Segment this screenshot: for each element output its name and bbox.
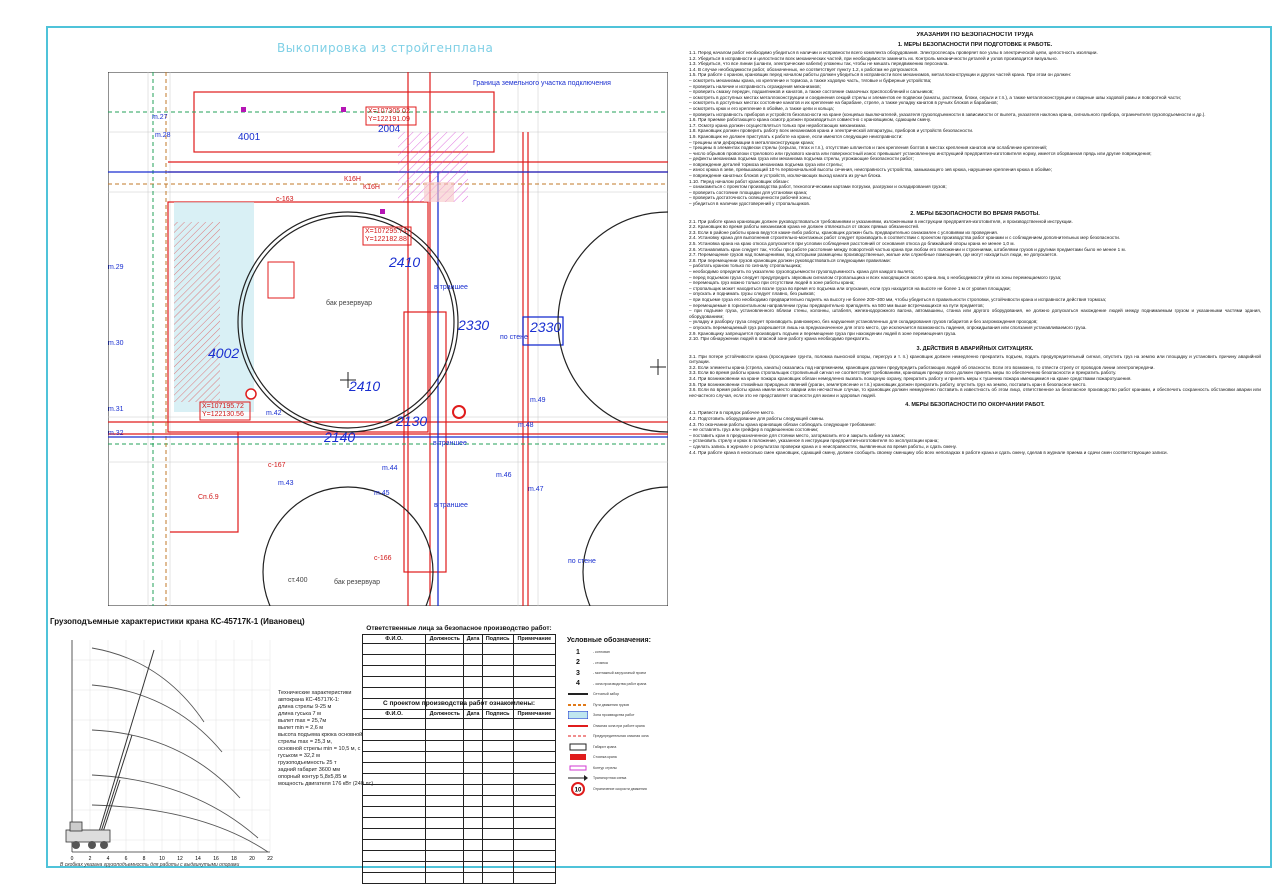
instruction-paragraph: 2.10. При обнаружении людей в опасной зоне работу крана необходимо прекратить. (689, 336, 871, 342)
legend-symbol: 4 (576, 680, 580, 688)
instruction-paragraph: 4.2. Подготовить оборудование для работы следующей смены. (689, 416, 825, 422)
col-header: Должность (426, 710, 464, 719)
col-header: Дата (464, 710, 482, 719)
table-row[interactable] (363, 677, 556, 688)
marker-label: m.47 (528, 486, 544, 493)
marker-label: m.43 (278, 480, 294, 487)
instruction-paragraph: 3.4. При возникновении на кране пожара крановщик обязан немедленно вызвать пожарную охрану, прекратить работу и принять меры к тушению пожара имеющимися на кране средствами пожаротушения. (689, 376, 1132, 382)
cargo-path-swatch-icon (567, 701, 589, 709)
instruction-paragraph: – осмотреть в доступных местах состояние канатов и их крепление на барабане, стреле, а также укладку канатов в ручьях блоков и барабанов; (689, 100, 998, 106)
x-tick-label: 12 (177, 856, 183, 862)
legend-text: Предупредительная опасная зона (593, 734, 649, 739)
marker-label: m.28 (155, 132, 171, 139)
note-label: в траншее (434, 502, 468, 509)
instruction-paragraph: – укладку и разборку груза следует производить равномерно, без нарушения установленных для складирования грузов габаритов и без загромождения проходов; (689, 319, 1038, 325)
x-tick-label: 4 (106, 856, 110, 862)
legend-item (567, 731, 677, 742)
instruction-paragraph: 4.4. При работе крана в несколько смен крановщик, сдающий смену, должен сообщить своему сменщику обо всех неполадках в работе крана и сдать смену, сделав в журнале приема и сдачи смен соответствующие записи. (689, 449, 1168, 455)
table-row[interactable] (363, 752, 556, 763)
instruction-paragraph: 4.1. Привести в порядок рабочее место. (689, 410, 775, 416)
crane-footnote: В скобках указана грузоподъемность для работы с выдвинутыми опорами (60, 862, 240, 868)
site-plan[interactable] (108, 72, 668, 606)
table-row[interactable] (363, 741, 556, 752)
instruction-paragraph: – стропальщик может находиться возле груза во время его подъема или опускания, если груз находится на высоте не более 1 м от уровня площадки; (689, 285, 1011, 291)
instruction-paragraph: 1.2. Убедиться в исправности и целостности всех механических частей, при необходимости заменить их. Контроль механичности деталей и узлов производится визуально. (689, 55, 1058, 61)
room-label: 2410 (389, 254, 421, 270)
x-tick-label: 14 (195, 856, 201, 862)
marker-label: m.30 (108, 340, 124, 347)
marker-label: m.27 (152, 114, 168, 121)
acknowledgement-block (362, 700, 556, 884)
x-tick-label: 20 (249, 856, 255, 862)
instruction-paragraph: – проверить исправность приборов и устройств безопасности на кране (концевых выключателей, указателя грузоподъемности в зависимости от вылета, указателя наклона крана, сигнального прибора, ограничителя грузоподъемности и др.). (689, 111, 1206, 117)
instruction-paragraph: 1.3. Убедиться, что все линии (шланги, электрические кабели) уложены так, чтобы не мешать передвижению персонала. (689, 61, 949, 67)
instruction-sections (689, 42, 1261, 455)
building-label: 4001 (238, 132, 261, 143)
crane-spec-line: мощность двигателя 176 кВт (240 лс) (278, 781, 374, 787)
note-label: по стене (500, 334, 528, 341)
acknowledgement-title: С проектом производства работ ознакомлены: (382, 700, 536, 707)
instruction-paragraph: 2.6. Устанавливать кран следует так, чтобы при работе расстояние между поворотной частью крана при любом его положении и строениями, штабелями грузов и другими предметами было не менее 1 м. (689, 246, 1126, 252)
legend-text: - стоянка (593, 660, 608, 665)
col-header: Ф.И.О. (363, 635, 426, 644)
instruction-paragraph: – ознакомиться с проектом производства работ, технологическими картами погрузки, разгрузки и складирования грузов; (689, 184, 947, 190)
instruction-paragraph: 2.3. Если в районе работы крана ведутся какие-либо работы, крановщик должен быть предварительно ознакомлен с условиями их проведения. (689, 229, 999, 235)
instruction-paragraph: 3.6. Если во время работы крана имели место аварии или несчастные случаи, то крановщик должен немедленно поставить в известность об этом лицо, ответственное за безопасное производство работ кранами, и обеспечить сохранность обстановки аварии или несчастного случая, если это не представляет опасности для жизни и здоровья людей. (689, 387, 1261, 398)
responsible-persons-title: Ответственные лица за безопасное производство работ: (366, 625, 552, 632)
instruction-paragraph: – осмотреть механизмы крана, их крепление и тормоза, а также ходовую часть, тяговые и буферные устройства; (689, 77, 932, 83)
instruction-paragraph: – проверить смазку передач, подшипников и канатов, а также состояние смазочных приспособлений и сальников; (689, 89, 934, 95)
plan-title: Выкопировка из стройгенплана (277, 41, 494, 55)
x-tick-label: 0 (70, 856, 74, 862)
legend-item (567, 763, 677, 774)
responsible-persons-block (362, 625, 556, 710)
danger-zone-swatch-icon (567, 722, 589, 730)
instruction-paragraph: 2.4. Установку крана для выполнения строительно-монтажных работ следует производить в соответствии с проектом производства работ кранами и с соблюдением дополнительных мер безопасности. (689, 235, 1121, 241)
legend (567, 637, 677, 794)
instruction-paragraph: – опускать и поднимать грузы следует плавно, без рывков; (689, 291, 815, 297)
legend-text: Ограничение скорости движения (593, 786, 647, 791)
col-header: Дата (464, 635, 482, 644)
room-label: 2330 (530, 319, 562, 335)
instructions-title: УКАЗАНИЯ ПО БЕЗОПАСНОСТИ ТРУДА (916, 32, 1034, 38)
instruction-paragraph: 1.1. Перед началом работ необходимо убедиться в наличии и исправности всего комплекта оборудования. Электрослесарь проверяет все узлы в электрической цепи, целостность изоляции. (689, 50, 1098, 55)
instruction-paragraph: – перемещать груз можно только при отсутствии людей в зоне работы крана; (689, 280, 855, 286)
section-heading: 3. ДЕЙСТВИЯ В АВАРИЙНЫХ СИТУАЦИЯХ. (916, 345, 1034, 352)
instruction-paragraph: – сделать запись в журнале о результатах проверки крана и о неисправностях, выявленных во время работы, и сдать смену. (689, 444, 957, 449)
table-row[interactable] (363, 644, 556, 655)
frame-top-line (46, 26, 1272, 28)
x-tick-label: 8 (142, 856, 146, 862)
note-label: с-167 (268, 462, 286, 469)
instruction-paragraph: 1.7. Осмотр крана должен осуществляться только при неработающих механизмах. (689, 122, 867, 128)
legend-item (567, 700, 677, 711)
marker-label: m.48 (518, 422, 534, 429)
instruction-paragraph: – установить стрелу и крюк в положение, указанное в инструкции предприятия-изготовителя по эксплуатации крана; (689, 438, 939, 444)
instruction-paragraph: – повреждение деталей тормоза механизма подъема груза или стрелы; (689, 161, 843, 167)
instruction-paragraph: 2.8. При перемещении грузов крановщик должен руководствоваться следующими правилами: (689, 257, 891, 263)
crane-load-chart (62, 630, 280, 862)
crane-spec-line: длина гуська 7 м (278, 711, 321, 717)
legend-text: Сетчатый забор (593, 692, 620, 697)
x-tick-label: 18 (231, 856, 237, 862)
table-row[interactable] (363, 873, 556, 884)
legend-item (567, 647, 677, 658)
x-tick-label: 2 (88, 856, 92, 862)
col-header: Подпись (482, 635, 513, 644)
crane-spec-line: грузоподъемность 25 т (278, 760, 337, 766)
instruction-paragraph: 1.9. Крановщик не должен приступать к работе на кране, если имеются следующие неисправности: (689, 133, 903, 139)
boundary-note: Граница земельного участка подключения (473, 80, 611, 87)
building-label: 2004 (378, 124, 401, 135)
speed-limit-value: 10 (574, 787, 582, 794)
instruction-paragraph: – осмотреть в доступных местах металлоконструкции и соединения секций стрелы и элементов ее подвески (канаты, растяжки, блоки, серьги и т.п.), а также металлоконструкции и сварные швы ходовой рамы и поворотной части; (689, 94, 1181, 100)
instruction-paragraph: 3.1. При потере устойчивости крана (проседание грунта, поломка выносной опоры, перегруз и т. п.) крановщик должен немедленно прекратить подъем, подать предупредительный сигнал, опустить груз на землю или площадку и установить причину аварийной ситуации. (689, 353, 1261, 365)
table-row[interactable] (363, 862, 556, 873)
col-header: Должность (426, 635, 464, 644)
crane-outline-swatch-icon (567, 743, 589, 751)
instruction-paragraph: – убедиться в наличии удостоверений у стропальщиков. (689, 201, 811, 207)
crane-spec-line: Технические характеристики автокрана КС-45717К-1: (278, 690, 352, 703)
instruction-paragraph: – трещины или деформации в металлоконструкции крана; (689, 139, 815, 145)
legend-text: Зона производства работ (593, 713, 635, 718)
crane-spec-line: опорный контур 5,8х5,85 м (278, 774, 347, 780)
instruction-paragraph: 1.10. Перед началом работ крановщик обязан: (689, 178, 789, 184)
table-row[interactable] (363, 851, 556, 862)
instruction-paragraph: – проверить состояние площадки для установки крана; (689, 189, 808, 195)
legend-text: - котлован (593, 650, 610, 655)
crane-spec-line: вылет min = 2,6 м (278, 725, 324, 731)
note-label: с-166 (374, 555, 392, 562)
table-row[interactable] (363, 666, 556, 677)
legend-item (567, 679, 677, 690)
legend-item (567, 668, 677, 679)
work-zone-swatch-icon (567, 711, 589, 719)
coord-label: Y=122191.09 (368, 116, 410, 123)
note-label: в траншее (434, 284, 468, 291)
instruction-paragraph: 3.3. Если во время работы крана стропальщик стропильный сигнал не соответствует требованиям, крановщик прежде всего должен принять меры по обеспечению безопасности и прекратить работу. (689, 370, 1117, 376)
legend-text: Опасная зона при работе крана (593, 723, 645, 728)
instruction-paragraph: – работать краном только по сигналу стропальщика; (689, 263, 802, 269)
room-label: 4002 (208, 345, 240, 361)
legend-text: Контур стрелы (593, 765, 617, 770)
legend-item (567, 784, 677, 795)
legend-symbol: 3 (576, 669, 580, 677)
legend-item (567, 689, 677, 700)
marker-label: m.45 (374, 490, 390, 497)
marker-label: m.29 (108, 264, 124, 271)
instruction-paragraph: 3.5. При возникновении стихийных природных явлений (ураган, землетрясение и т.п.) крановщик должен прекратить работу, опустить груз на землю, поставить кран в безопасное место. (689, 381, 1087, 387)
crane-spec-line: основной стрелы min = 10,5 м, с гуськом = 32,2 м (278, 746, 361, 759)
marker-label: m.46 (496, 472, 512, 479)
table-row[interactable] (363, 829, 556, 840)
responsible-persons-table (362, 634, 556, 710)
instruction-paragraph: 1.6. При приемке работающего крана осмотр должен производиться совместно с крановщиком, сдающим смену. (689, 117, 931, 123)
coord-label: Х=107305.02 (368, 108, 410, 115)
instruction-paragraph: – при подъеме груза его необходимо предварительно поднять на высоту не более 200–300 мм, чтобы убедиться в правильности строповки, устойчивости крана и исправности действия тормоза; (689, 296, 1107, 302)
instruction-paragraph: – износ крюка в зеве, превышающий 10 % первоначальной высоты сечения, неисправность устройства, замыкающего зев крюка, нарушение крепления крюка в обойме; (689, 167, 1052, 173)
col-header: Примечание (513, 710, 555, 719)
table-row[interactable] (363, 796, 556, 807)
instruction-paragraph: 2.9. Крановщику запрещается производить подъем и перемещение груза при нахождении людей в зоне перемещения груза. (689, 330, 957, 336)
note-label: бак резервуар (326, 300, 373, 307)
table-row[interactable] (363, 719, 556, 730)
legend-text: Транспортная схема (593, 776, 627, 781)
coord-label: Х=107295.74 (365, 228, 407, 235)
instruction-paragraph: 2.7. Перемещение грузов над помещениями, под которыми размещены производственные, жилые или служебные помещения, где могут находиться люди, не допускается. (689, 252, 1058, 258)
crane-stop-swatch-icon (567, 753, 589, 761)
instruction-paragraph: 1.5. При работе с краном, крановщик перед началом работы должен убедиться в исправности всех механизмов, металлоконструкции и других частей крана. При этом он должен: (689, 72, 1072, 78)
instruction-paragraph: – число обрывов проволоки стрелового или грузового каната или поверхностный износ превышает установленную инструкцией предприятия-изготовителя норму, имеется оборванная прядь или другие повреждения; (689, 150, 1152, 156)
crane-spec-line: задний габарит 3600 мм (278, 767, 341, 773)
instruction-paragraph: – не оставлять груз или грейфер в подвешенном состоянии; (689, 427, 819, 433)
instruction-paragraph: – трещины в элементах подвески стрелы (серьгах, тягах и т.п.), отсутствие шплинтов и гаек крепления болтов в местах крепления канатов или ослабление креплений; (689, 145, 1048, 151)
crane-spec-line: вылет max = 25,7м (278, 718, 327, 724)
coord-label: Y=122130.56 (202, 411, 244, 418)
legend-item (567, 710, 677, 721)
room-label: 2140 (324, 429, 356, 445)
crane-chart-title: Грузоподъемные характеристики крана КС-45717К-1 (Ивановец) (50, 617, 305, 626)
x-tick-label: 16 (213, 856, 219, 862)
frame-right-line (1270, 26, 1272, 868)
marker-label: m.42 (266, 410, 282, 417)
x-tick-label: 6 (124, 856, 128, 862)
note-label: К16Н (363, 184, 380, 191)
legend-text: Стоянка крана (593, 755, 617, 760)
instruction-paragraph: – дефекты механизма подъема груза или механизма подъема стрелы, угрожающие безопасности работ; (689, 156, 914, 162)
marker-label: m.31 (108, 406, 124, 413)
legend-item (567, 752, 677, 763)
site-plan-drawing (108, 72, 668, 606)
legend-text: - монтажный загрузочный проем (593, 671, 646, 676)
table-row[interactable] (363, 763, 556, 774)
note-label: ст.400 (288, 577, 308, 584)
table-row[interactable] (363, 807, 556, 818)
table-row[interactable] (363, 840, 556, 851)
crane-spec-line: высота подъема крюка основной стрелы max = 25,3 м, (278, 732, 363, 745)
instruction-paragraph: – необходимо определить по указателю грузоподъемности грузоподъемность крана для каждого вылета; (689, 268, 915, 274)
legend-item (567, 742, 677, 753)
note-label: по стене (568, 558, 596, 565)
boom-outline-swatch-icon (567, 764, 589, 772)
x-tick-label: 22 (267, 856, 273, 862)
instruction-paragraph: – перед подъемом груза следует предупредить звуковым сигналом стропальщика и всех находящихся около крана лиц о необходимости уйти из зоны перемещаемого груза; (689, 274, 1062, 280)
instruction-paragraph: – проверить достаточность освещенности рабочей зоны; (689, 195, 812, 201)
col-header: Примечание (513, 635, 555, 644)
table-row[interactable] (363, 688, 556, 699)
table-row[interactable] (363, 655, 556, 666)
instruction-paragraph: – повреждение канатных блоков и устройств, исключающих выход каната из ручья блока. (689, 173, 882, 179)
instruction-paragraph: – поставить кран в предназначенное для стоянки место, затормозить его и закрыть кабину на замок; (689, 432, 905, 438)
section-heading: 2. МЕРЫ БЕЗОПАСНОСТИ ВО ВРЕМЯ РАБОТЫ. (910, 210, 1040, 217)
fence-swatch-icon (567, 690, 589, 698)
table-row[interactable] (363, 774, 556, 785)
room-label: 2410 (349, 378, 381, 394)
legend-symbol: 1 (576, 648, 580, 656)
instruction-paragraph: – опускать перемещаемый груз разрешается лишь на предназначенное для этого место, где исключается возможность падения, опрокидывания или сползания устанавливаемого груза. (689, 324, 1087, 330)
x-tick-label: 10 (159, 856, 165, 862)
table-row[interactable] (363, 730, 556, 741)
marker-label: m.32 (108, 430, 124, 437)
room-label: 2330 (458, 317, 490, 333)
instruction-paragraph: 4.3. По окончании работы крана крановщик обязан соблюдать следующие требования: (689, 421, 876, 427)
legend-text: - зона производства работ крана (593, 681, 647, 686)
section-heading: 1. МЕРЫ БЕЗОПАСНОСТИ ПРИ ПОДГОТОВКЕ К РАБОТЕ. (897, 42, 1053, 48)
marker-label: m.44 (382, 465, 398, 472)
legend-title: Условные обозначения: (567, 637, 651, 644)
marker-label: m.49 (530, 397, 546, 404)
instruction-paragraph: – при подъеме груза, установленного вблизи стены, колонны, штабеля, железнодорожного вагона, автомашины, станка или другого оборудования, не должно допускаться нахождение людей между поднимаемым грузом и указанными частями здания, оборудованием; (689, 308, 1261, 319)
instruction-paragraph: 2.5. Установка крана на краю откоса допускается при условии соблюдения расстояний от основания откоса до ближайшей опоры крана не менее 1,0 м. (689, 241, 1015, 246)
instruction-paragraph: – перемещаемые в горизонтальном направлении грузы предварительно приподнять на 500 мм выше встречающихся на пути предметов; (689, 302, 984, 308)
col-header: Подпись (482, 710, 513, 719)
instruction-paragraph: 1.8. Крановщик должен проверить работу всех механизмов крана и электрической аппаратуры, приборов и устройств безопасности. (689, 128, 974, 134)
legend-symbol: 2 (576, 659, 580, 667)
acknowledgement-table (362, 709, 556, 884)
note-label: бак резервуар (334, 579, 381, 586)
coord-label: Х=107195.72 (202, 403, 244, 410)
legend-item (567, 658, 677, 669)
col-header: Ф.И.О. (363, 710, 426, 719)
instruction-paragraph: 2.2. Крановщик во время работы механизмов крана не должен отвлекаться от своих прямых обязанностей. (689, 224, 920, 230)
crane-spec-line: длина стрелы 9-25 м (278, 704, 332, 710)
note-label: в траншее (433, 440, 467, 447)
crane-spec-block (278, 690, 374, 788)
coord-label: Y=122182.88 (365, 236, 407, 243)
room-label: 2130 (396, 413, 428, 429)
note-label: с-163 (276, 196, 294, 203)
table-row[interactable] (363, 818, 556, 829)
safety-instructions (689, 32, 1261, 852)
instruction-paragraph: 2.1. При работе крана крановщик должен руководствоваться требованиями и указаниями, изложенными в инструкции предприятия-изготовителя, и производственной инструкции. (689, 218, 1073, 224)
instruction-paragraph: 3.2. Если элементы крана (стрела, канаты) оказались под напряжением, крановщик должен предупредить работающих людей об опасности. Если это возможно, то отвести стрелу от проводов линии электропередачи. (689, 364, 1155, 370)
crane-load-chart-graphic (62, 630, 280, 862)
legend-item (567, 721, 677, 732)
note-label: Сп.б.9 (198, 494, 219, 501)
legend-text: Габарит крана (593, 744, 617, 749)
note-label: К16Н (344, 176, 361, 183)
warning-zone-swatch-icon (567, 732, 589, 740)
speed-limit-sign-icon (567, 785, 589, 793)
instruction-paragraph: – осмотреть крюк и его крепление в обойме, а также цепи и кольца; (689, 105, 835, 111)
section-heading: 4. МЕРЫ БЕЗОПАСНОСТИ ПО ОКОНЧАНИИ РАБОТ. (905, 402, 1045, 409)
table-row[interactable] (363, 785, 556, 796)
instruction-paragraph: 1.4. В случае необходимости работ, обозначенных, не соответствует пункту 1.2, к работам не допускаются. (689, 66, 919, 72)
frame-left-line (46, 26, 48, 868)
legend-text: Пути движения грузов (593, 702, 630, 707)
instruction-paragraph: – проверить наличие и исправность ограждения механизмов; (689, 83, 821, 89)
